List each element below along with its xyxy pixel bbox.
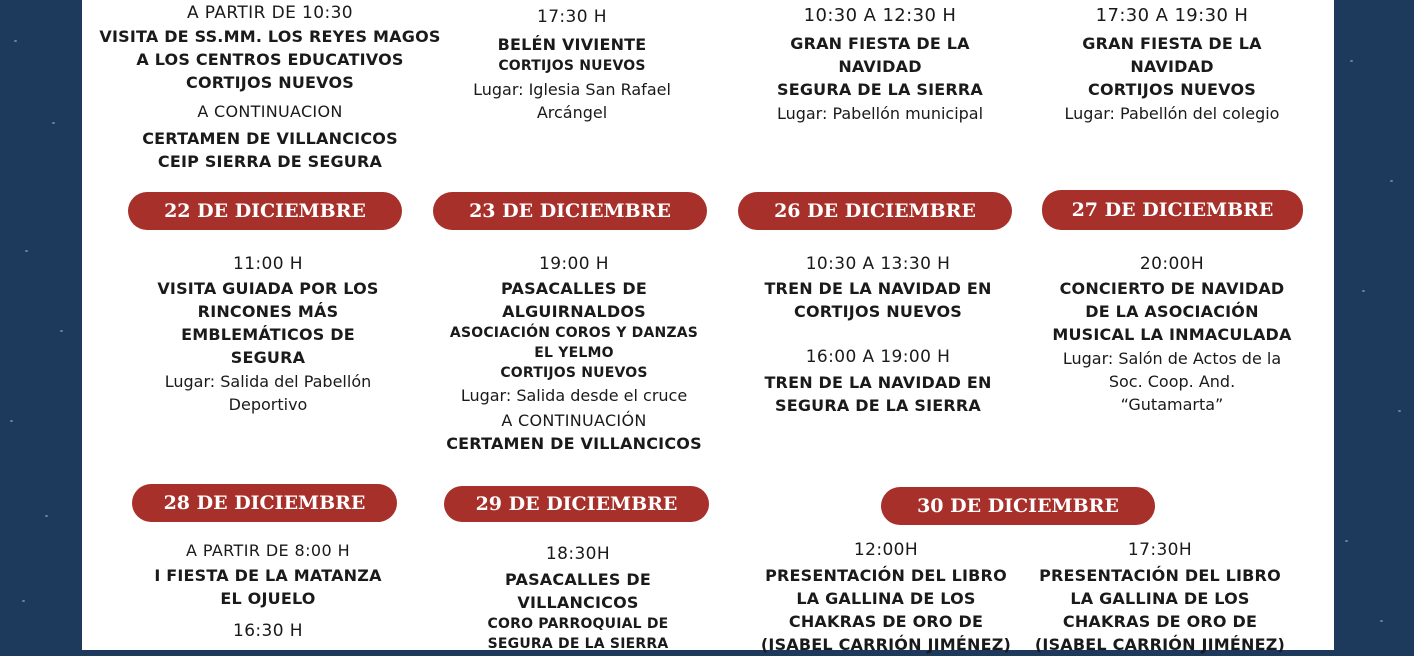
continuation-label: A CONTINUACIÓN <box>501 411 647 430</box>
event-time: A PARTIR DE 10:30 <box>186 3 354 23</box>
event-title: ALGUIRNALDOS <box>502 302 646 321</box>
event-title: (ISABEL CARRIÓN JIMÉNEZ) <box>1034 635 1286 654</box>
event-title: CEIP SIERRA DE SEGURA <box>157 152 383 171</box>
event-title: GRAN FIESTA DE LA <box>790 34 970 53</box>
event-subtitle: CORTIJOS NUEVOS <box>500 365 648 381</box>
event-title: PRESENTACIÓN DEL LIBRO <box>765 566 1007 585</box>
event-title: TREN DE LA NAVIDAD EN <box>764 373 992 392</box>
speck <box>1350 60 1353 62</box>
event-title: PRESENTACIÓN DEL LIBRO <box>1039 566 1281 585</box>
event-place: Lugar: Pabellón del colegio <box>1064 104 1280 123</box>
event-title: CERTAMEN DE VILLANCICOS <box>142 129 398 148</box>
event-time: A PARTIR DE 8:00 H <box>185 541 350 560</box>
continuation-label: A CONTINUACION <box>197 102 343 121</box>
event-title: (ISABEL CARRIÓN JIMÉNEZ) <box>760 635 1012 654</box>
event-subtitle: CORO PARROQUIAL DE <box>487 616 669 632</box>
event-title: VISITA DE SS.MM. LOS REYES MAGOS <box>99 27 441 46</box>
event-title: PASACALLES DE <box>505 570 651 589</box>
speck <box>1390 180 1393 182</box>
event-title: PASACALLES DE <box>501 279 647 298</box>
event-time: 12:00H <box>853 540 919 560</box>
event-time: 17:30H <box>1127 540 1193 560</box>
speck <box>1380 620 1383 622</box>
event-visita-guiada <box>128 253 408 416</box>
event-title: SEGURA <box>230 348 306 367</box>
date-header-28: 28 DE DICIEMBRE <box>132 484 397 522</box>
event-time: 11:00 H <box>233 254 303 274</box>
event-title: NAVIDAD <box>1130 57 1214 76</box>
event-title: A LOS CENTROS EDUCATIVOS <box>136 50 404 69</box>
event-reyes-magos <box>82 2 458 173</box>
speck <box>14 40 17 42</box>
event-title: SEGURA DE LA SIERRA <box>774 396 981 415</box>
event-title: MUSICAL LA INMACULADA <box>1052 325 1292 344</box>
date-header-27: 27 DE DICIEMBRE <box>1042 190 1303 230</box>
event-place: Deportivo <box>228 395 308 414</box>
event-title: LA GALLINA DE LOS <box>796 589 976 608</box>
speck <box>1362 290 1365 292</box>
speck <box>1345 540 1348 542</box>
speck <box>10 420 13 422</box>
event-title: NAVIDAD <box>838 57 922 76</box>
event-title: EMBLEMÁTICOS DE <box>181 325 355 344</box>
event-time: 19:00 H <box>539 254 609 274</box>
speck <box>52 122 55 124</box>
event-title: VILLANCICOS <box>517 593 639 612</box>
event-fiesta-navidad-segura <box>740 4 1020 125</box>
event-title: CONCIERTO DE NAVIDAD <box>1059 279 1285 298</box>
speck <box>45 515 48 517</box>
event-title: CHAKRAS DE ORO DE <box>1062 612 1258 631</box>
date-header-29: 29 DE DICIEMBRE <box>444 486 709 522</box>
event-title: EL OJUELO <box>220 589 316 608</box>
event-place: Arcángel <box>536 103 608 122</box>
event-title: RINCONES MÁS <box>197 302 339 321</box>
event-time: 20:00H <box>1139 254 1205 274</box>
event-time: 18:30H <box>545 544 611 564</box>
date-header-23: 23 DE DICIEMBRE <box>433 192 707 230</box>
event-time: 16:00 A 19:00 H <box>805 347 951 367</box>
event-title: GRAN FIESTA DE LA <box>1082 34 1262 53</box>
speck <box>1398 410 1401 412</box>
event-title: I FIESTA DE LA MATANZA <box>154 566 382 585</box>
event-subtitle: CORTIJOS NUEVOS <box>498 58 646 74</box>
event-title: VISITA GUIADA POR LOS <box>157 279 379 298</box>
event-time: 17:30 A 19:30 H <box>1095 5 1249 26</box>
event-time: 17:30 H <box>537 7 607 27</box>
event-title: TREN DE LA NAVIDAD EN <box>764 279 992 298</box>
event-place: Lugar: Salida desde el cruce <box>460 386 688 405</box>
event-belen-viviente <box>432 6 712 124</box>
event-title: CHAKRAS DE ORO DE <box>788 612 984 631</box>
event-place: “Gutamarta” <box>1120 395 1224 414</box>
date-header-26: 26 DE DICIEMBRE <box>738 192 1012 230</box>
event-place: Lugar: Iglesia San Rafael <box>473 80 671 99</box>
event-concierto-navidad <box>1032 253 1312 416</box>
event-tren-navidad <box>738 253 1018 417</box>
event-place: Lugar: Salón de Actos de la <box>1062 349 1282 368</box>
event-title: CORTIJOS NUEVOS <box>794 302 962 321</box>
event-title: DE LA ASOCIACIÓN <box>1085 302 1259 321</box>
event-place: Soc. Coop. And. <box>1108 372 1236 391</box>
speck <box>25 250 28 252</box>
event-fiesta-matanza <box>128 540 408 643</box>
event-presentacion-libro-1 <box>746 539 1026 656</box>
event-title: SEGURA DE LA SIERRA <box>776 80 983 99</box>
event-fiesta-navidad-cortijos <box>1032 4 1312 125</box>
date-header-22: 22 DE DICIEMBRE <box>128 192 402 230</box>
event-subtitle: EL YELMO <box>534 345 614 361</box>
event-pasacalles-villancicos <box>438 543 718 654</box>
event-subtitle: SEGURA DE LA SIERRA <box>487 636 669 652</box>
event-title: CORTIJOS NUEVOS <box>1088 80 1256 99</box>
speck <box>22 600 25 602</box>
event-time: 16:30 H <box>233 621 303 641</box>
event-pasacalles-alguirnaldos <box>422 253 726 455</box>
program-sheet <box>82 0 1334 654</box>
event-title: LA GALLINA DE LOS <box>1070 589 1250 608</box>
event-title: CERTAMEN DE VILLANCICOS <box>446 434 702 453</box>
event-presentacion-libro-2 <box>1020 539 1300 656</box>
event-title: CORTIJOS NUEVOS <box>186 73 354 92</box>
event-title: BELÉN VIVIENTE <box>497 35 647 54</box>
event-time: 10:30 A 13:30 H <box>805 254 951 274</box>
event-place: Lugar: Pabellón municipal <box>776 104 984 123</box>
event-time: 10:30 A 12:30 H <box>803 5 957 26</box>
date-header-30: 30 DE DICIEMBRE <box>881 487 1155 525</box>
event-subtitle: ASOCIACIÓN COROS Y DANZAS <box>449 325 699 341</box>
speck <box>60 330 63 332</box>
event-place: Lugar: Salida del Pabellón <box>164 372 372 391</box>
